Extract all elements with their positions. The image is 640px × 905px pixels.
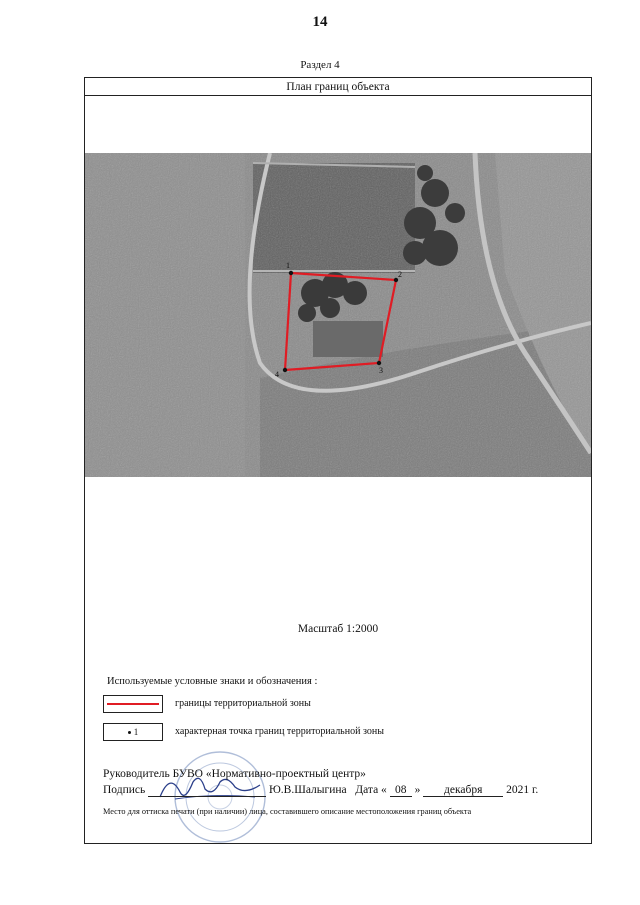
- point-label-1: 1: [286, 261, 290, 270]
- site-clearing: [313, 321, 383, 357]
- point-label-4: 4: [275, 370, 279, 379]
- date-day: 08: [390, 784, 412, 797]
- plan-title: План границ объекта: [85, 78, 591, 96]
- legend-point-symbol: [103, 723, 163, 741]
- aerial-map: [85, 153, 591, 477]
- legend-point-number: 1: [133, 727, 139, 737]
- signature-blank: [148, 784, 266, 797]
- date-month: декабря: [423, 784, 503, 797]
- date-separator: »: [414, 784, 421, 796]
- signature-line: [103, 784, 538, 797]
- point-dot-icon: [128, 731, 131, 734]
- head-line: Руководитель БУВО «Нормативно-проектный центр»: [103, 768, 366, 780]
- grain-overlay: [85, 153, 591, 477]
- section-title: Раздел 4: [300, 59, 340, 71]
- page-number: 14: [312, 14, 328, 30]
- plan-frame: [84, 77, 592, 844]
- legend-point-label: характерная точка границ территориальной зоны: [175, 726, 384, 737]
- date-label: Дата «: [355, 784, 387, 796]
- boundary-point-3: [377, 361, 381, 365]
- date-year: 2021 г.: [506, 784, 539, 796]
- point-label-2: 2: [398, 270, 402, 279]
- signer-name: Ю.В.Шалыгина: [268, 784, 347, 796]
- legend-title: Используемые условные знаки и обозначения :: [107, 676, 318, 687]
- map-scale: Масштаб 1:2000: [297, 623, 379, 635]
- boundary-point-1: [289, 271, 293, 275]
- sign-label: Подпись: [103, 784, 146, 796]
- stamp-note: Место для оттиска печати (при наличии) лица, составившего описание местоположения границ объекта: [103, 807, 472, 816]
- point-label-3: 3: [379, 366, 383, 375]
- boundary-point-4: [283, 368, 287, 372]
- legend-line-label: границы территориальной зоны: [175, 698, 311, 709]
- legend-line-symbol: [103, 695, 163, 713]
